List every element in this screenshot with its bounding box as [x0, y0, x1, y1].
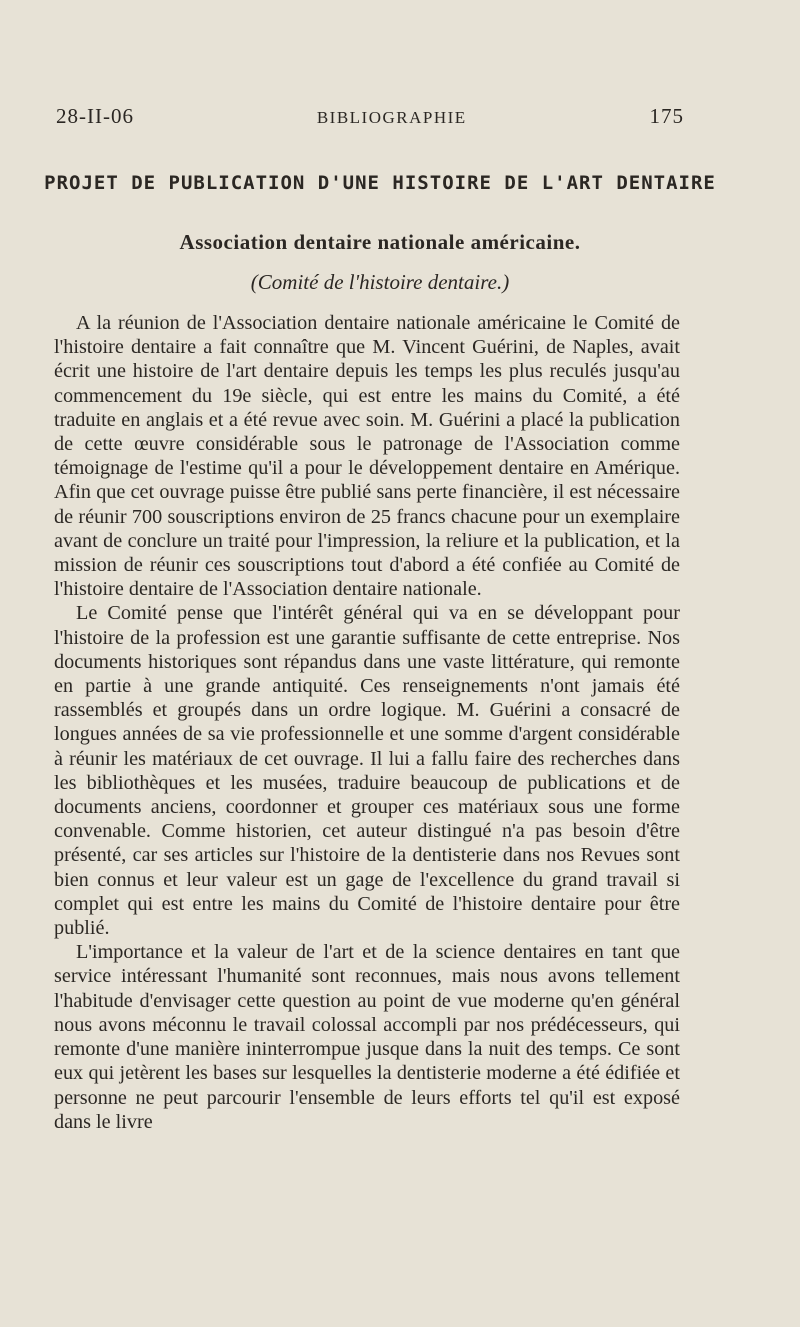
committee-note: (Comité de l'histoire dentaire.) — [250, 270, 510, 294]
article-title: PROJET DE PUBLICATION D'UNE HISTOIRE DE L'ART DENTAIRE — [44, 172, 716, 194]
paragraph: L'importance et la valeur de l'art et de la science dentaires en tant que service intéressant l'humanité sont reconnues, mais nous avons tellement l'habitude d'envisager cette question au point de vue moderne qu'en général nous avons méconnu le travail colossal accompli par nos prédécesseurs, qui remonte d'une manière ininterrompue jusque dans la nuit des temps. Ce sont eux qui jetèrent les bases sur lesquelles la dentisterie moderne a été édifiée et personne ne peut parcourir l'ensemble de leurs efforts tel qu'il est exposé dans le livre — [54, 941, 680, 1133]
article-subtitle: Association dentaire nationale américaine. — [179, 230, 581, 254]
issue-date: 28-II-06 — [56, 104, 134, 128]
running-head — [56, 104, 684, 129]
paragraph: Le Comité pense que l'intérêt général qui va en se développant pour l'histoire de la profession est une garantie suffisante de cette entreprise. Nos documents historiques sont répandus dans une vaste littérature, qui remonte en partie à une grande antiquité. Ces renseignements n'ont jamais été rassemblés et groupés dans un ordre logique. M. Guérini a consacré de longues années de sa vie professionnelle et une somme d'argent considérable à réunir les matériaux de cet ouvrage. Il lui a fallu faire des recherches dans les bibliothèques et les musées, traduire beaucoup de publications et de documents anciens, coordonner et grouper ces matériaux sous une forme convenable. Comme historien, cet auteur distingué n'a pas besoin d'être présenté, car ses articles sur l'histoire de la dentisterie dans nos Revues sont bien connus et leur valeur est un gage de l'excellence du grand travail si complet qui est entre les mains du Comité de l'histoire dentaire pour être publié. — [54, 602, 680, 940]
page-number: 175 — [649, 104, 684, 128]
paragraph: A la réunion de l'Association dentaire nationale américaine le Comité de l'histoire dentaire a fait connaître que M. Vincent Guérini, de Naples, avait écrit une histoire de l'art dentaire depuis les temps les plus reculés jusqu'au commencement du 19e siècle, qui est entre les mains du Comité, a été traduite en anglais et a été revue avec soin. M. Guérini a placé la publication de cette œuvre considérable sous le patronage de l'Association comme témoignage de l'estime qu'il a pour le développement dentaire en Amérique. Afin que cet ouvrage puisse être publié sans perte financière, il est nécessaire de réunir 700 souscriptions environ de 25 francs chacune pour un exemplaire avant de conclure un traité pour l'impression, la reliure et la publication, et la mission de réunir ces souscriptions tout d'abord a été confiée au Comité de l'histoire dentaire de l'Association dentaire nationale. — [54, 312, 680, 601]
section-title: BIBLIOGRAPHIE — [316, 108, 467, 127]
article-body — [54, 311, 680, 1134]
